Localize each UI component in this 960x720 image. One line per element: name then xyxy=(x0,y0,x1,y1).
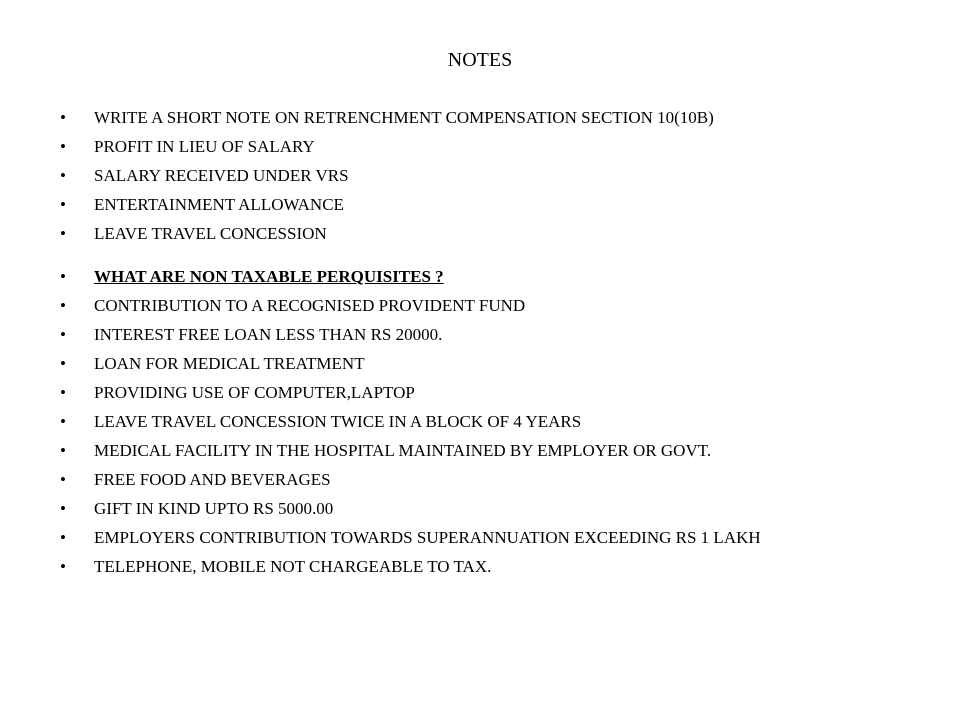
bullet-icon: • xyxy=(60,441,66,460)
list-item-text: ENTERTAINMENT ALLOWANCE xyxy=(94,195,344,214)
list-item xyxy=(60,195,920,215)
bullet-icon: • xyxy=(60,195,66,214)
bullet-icon: • xyxy=(60,470,66,489)
bullet-icon: • xyxy=(60,224,66,243)
bullet-icon: • xyxy=(60,499,66,518)
bullet-icon: • xyxy=(60,267,66,286)
list-item-text: FREE FOOD AND BEVERAGES xyxy=(94,470,331,489)
bullet-list xyxy=(60,108,920,586)
bullet-icon: • xyxy=(60,557,66,576)
list-item-text: WRITE A SHORT NOTE ON RETRENCHMENT COMPENSATION SECTION 10(10B) xyxy=(94,108,714,127)
bullet-icon: • xyxy=(60,296,66,315)
list-item xyxy=(60,528,920,548)
list-item-text: PROFIT IN LIEU OF SALARY xyxy=(94,137,315,156)
page-title: NOTES xyxy=(447,49,513,71)
list-item xyxy=(60,557,920,577)
list-item xyxy=(60,325,920,345)
bullet-icon: • xyxy=(60,354,66,373)
section-heading-text: WHAT ARE NON TAXABLE PERQUISITES ? xyxy=(94,267,444,286)
list-item-text: SALARY RECEIVED UNDER VRS xyxy=(94,166,349,185)
bullet-icon: • xyxy=(60,166,66,185)
list-item xyxy=(60,441,920,461)
list-item xyxy=(60,137,920,157)
list-item xyxy=(60,166,920,186)
list-item-text: LEAVE TRAVEL CONCESSION TWICE IN A BLOCK OF 4 YEARS xyxy=(94,412,582,431)
list-item xyxy=(60,296,920,316)
list-item-text: EMPLOYERS CONTRIBUTION TOWARDS SUPERANNUATION EXCEEDING RS 1 LAKH xyxy=(94,528,761,547)
list-item-text: LOAN FOR MEDICAL TREATMENT xyxy=(94,354,365,373)
list-item xyxy=(60,383,920,403)
list-item-text: PROVIDING USE OF COMPUTER,LAPTOP xyxy=(94,383,415,402)
bullet-icon: • xyxy=(60,528,66,547)
list-item xyxy=(60,412,920,432)
list-item xyxy=(60,499,920,519)
bullet-icon: • xyxy=(60,325,66,344)
list-item xyxy=(60,224,920,244)
section-heading xyxy=(60,267,920,287)
list-item-text: LEAVE TRAVEL CONCESSION xyxy=(94,224,327,243)
bullet-icon: • xyxy=(60,383,66,402)
list-item-text: INTEREST FREE LOAN LESS THAN RS 20000. xyxy=(94,325,443,344)
bullet-icon: • xyxy=(60,108,66,127)
list-item-text: GIFT IN KIND UPTO RS 5000.00 xyxy=(94,499,334,518)
bullet-icon: • xyxy=(60,412,66,431)
list-item xyxy=(60,470,920,490)
bullet-icon: • xyxy=(60,137,66,156)
list-item-text: TELEPHONE, MOBILE NOT CHARGEABLE TO TAX. xyxy=(94,557,492,576)
list-item-text: CONTRIBUTION TO A RECOGNISED PROVIDENT FUND xyxy=(94,296,526,315)
list-item-text: MEDICAL FACILITY IN THE HOSPITAL MAINTAINED BY EMPLOYER OR GOVT. xyxy=(94,441,712,460)
list-item xyxy=(60,108,920,128)
list-item xyxy=(60,354,920,374)
